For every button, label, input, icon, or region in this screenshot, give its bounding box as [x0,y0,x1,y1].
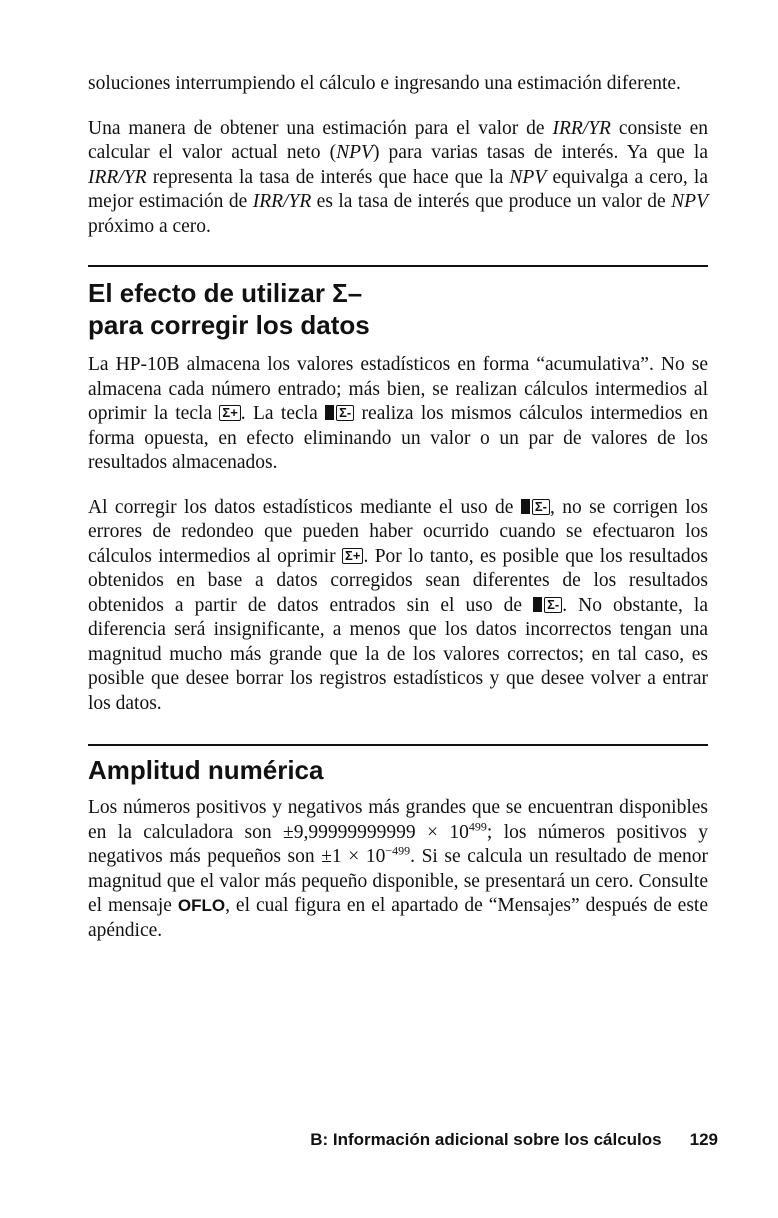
paragraph-rounding: Al corregir los datos estadísticos mediante el uso de Σ- , no se corrigen los errores de redondeo que pueden haber ocurrido cuando se efectuaron los cálculos intermedios al oprimir Σ+ . Por lo tanto, es posible que los resultados obtenidos en base a datos corregidos sean diferentes de los resultados obtenidos a partir de datos entrados sin el uso de Σ- . No obstante, la diferencia será insignificante, a menos que los datos incorrectos tengan una magnitud mucho más grande que la de los valores correctos; en tal caso, es posible que desee borrar los registros estadísticos y que desee volver a entrar los datos. [88,496,708,714]
paragraph-numeric-range: Los números positivos y negativos más grandes que se encuentran disponibles en la calculadora son $\pm 9,99999999999 \times 10^{499}$; los números positivos y negativos más pequeños son $\pm 1 \times 10^{-499}$. Si se calcula un resultado de menor magnitud que el valor más pequeño disponible, se presentará un cero. Consulte el mensaje OFLO, el cual figura en el apartado de “Mensajes” después de este apéndice. [88,797,708,941]
paragraph-continuation: soluciones interrumpiendo el cálculo e ingresando una estimación diferente. [88,73,681,94]
sigma-minus-key: Σ- [544,597,562,613]
section-heading-range: Amplitud numérica [88,755,324,785]
message-oflo: OFLO [177,896,226,915]
page-number: 129 [689,1130,718,1149]
footer-title: B: Información adicional sobre los cálculos [310,1130,662,1149]
section-heading-sigma: El efecto de utilizar Σ– para corregir los datos [88,278,370,340]
sigma-minus-key: Σ- [336,405,354,421]
sigma-plus-key: Σ+ [342,548,363,564]
sigma-minus-key: Σ- [532,499,550,515]
shift-key-icon [533,597,542,612]
page-footer [250,1130,718,1150]
section-divider [88,744,708,746]
shift-key-icon [325,405,334,420]
page-body [88,72,708,943]
paragraph-irr-estimate: Una manera de obtener una estimación para el valor de IRR/YR consiste en calcular el valor actual neto (NPV) para varias tasas de interés. Ya que la IRR/YR representa la tasa de interés que hace que la NPV equivalga a cero, la mejor estimación de IRR/YR es la tasa de interés que produce un valor de NPV próximo a cero. [88,117,708,237]
shift-key-icon [521,499,530,514]
sigma-plus-key: Σ+ [219,405,240,421]
paragraph-cumulative: La HP-10B almacena los valores estadísticos en forma “acumulativa”. No se almacena cada número entrado; más bien, se realizan cálculos intermedios al oprimir la tecla Σ+ . La tecla Σ- realiza los mismos cálculos intermedios en forma opuesta, en efecto eliminando un valor o un par de valores de los resultados almacenados. [88,354,708,473]
section-divider [88,265,708,267]
